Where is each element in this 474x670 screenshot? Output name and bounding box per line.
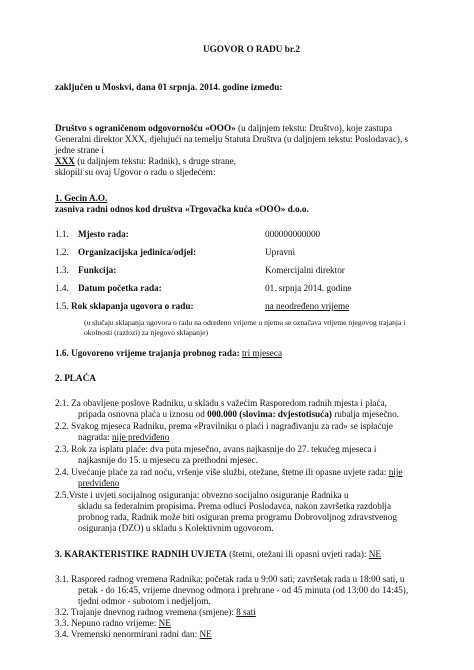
clause-2-3-line-1: 2.3. Rok za isplatu plaće: dva puta mjesečno, avans najkasnije do 27. tekućeg mjeseca i [55,444,377,454]
employer-name: Društvo s ograničenom odgovornošću «OOO» [55,123,236,133]
row-value: Upravni [265,247,296,257]
clause-2-2-text: nagrada: [78,432,112,442]
clause-2-5-line-3: probnog rada, Radnik može biti osiguran prema programu Dobrovoljnog zdravstvenog [78,512,397,522]
clause-3-4-value: NE [199,629,212,639]
row-num: 1.5. [55,301,69,311]
agreement-line: sklopili su ovaj Ugovor o radu o sljedećem: [55,167,216,177]
clause-2-4-text: 2.4. Uvećanje plaće za rad noću, vršenje više službi, otežane, štetne ili opasne uvjete rada: [55,467,389,477]
clause-3-1-line-1: 3.1. Raspored radnog vremena Radnika: početak rada u 9:00 sati; završetak rada u 18:00 sati, u [55,574,405,584]
employer-line-3: jedne strane i [55,145,104,155]
row-num: 1.4. [55,283,69,293]
clause-3-3-label: 3.3. Nepuno radno vrijeme: [55,618,159,628]
clause-3-1-line-2: petak - do 16:45, vrijeme dnevnog odmora i prehrane - od 45 minuta (od 13:00 do 14:45), [78,585,409,595]
row-num: 1.2. [55,247,69,257]
probation-value: tri mjeseca [241,348,283,358]
clause-2-3-line-2: najkasnije do 15. u mjesecu za prethodni mjesec. [78,455,258,465]
section-3-value: NE [368,549,381,559]
concluded-line: zaključen u Moskvi, dana 01 srpnja. 2014. godine između: [55,82,283,92]
probation-line [55,348,282,359]
clause-3-4 [55,629,212,640]
section-3-heading [55,549,381,560]
salary-amount: 000.000 (slovima: dvjestotisuća) [207,409,332,419]
row-value: 000000000000 [265,229,321,239]
section-2-heading: 2. PLAĆA [55,373,96,383]
row-label: Mjesto rada: [78,229,129,239]
section-1-subheading: zasniva radni odnos kod društva «Trgovačka kuća «OOO» d.o.o. [55,204,309,214]
row-value: Komercijalni direktor [265,265,345,275]
probation-label: 1.6. Ugovoreno vrijeme trajanja probnog rada: [55,348,240,358]
clause-2-1-text-end: rubalja mjesečno. [331,409,400,419]
employee-line-rest: (u daljnjem tekstu: Radnik), s druge strane, [74,156,236,166]
clause-3-4-label: 3.4. Vremenski nenormirani radni dan: [55,629,200,639]
clause-2-1-text: pripada osnovna plaća u iznosu od [78,409,208,419]
clause-3-2-label: 3.2. Trajanje dnevnog radnog vremena (smjene): [55,607,237,617]
clause-2-2-line-1: 2.2. Svakog mjeseca Radniku, prema «Pravilniku o plaći i nagrađivanju za rad» se isplaćuje [55,421,393,431]
section-3-title: 3. KARAKTERISTIKE RADNIH UVJETA [55,549,227,559]
clause-3-3 [55,618,171,629]
row-label: Rok sklapanja ugovora o radu: [71,301,194,311]
clause-2-4-value: nije [388,467,403,477]
clause-3-2-value: 8 sati [236,607,256,617]
clause-2-5-line-2: skladu sa federalnim propisima. Prema odluci Poslodavca, nakon završetka razdoblja [78,501,392,511]
document-title: UGOVOR O RADU br.2 [203,44,300,54]
row-label: Funkcija: [78,265,117,275]
row-label: Organizacijska jedinica/odjel: [78,247,197,257]
note-line-2: okolnosti (razlozi) za njegovo sklapanje) [84,328,208,337]
clause-2-5-line-1: 2.5.Vrste i uvjeti socijalnog osiguranja: obvezno socijalno osiguranje Radnika u [55,490,349,500]
bonus-value: nije predviđeno [111,432,170,442]
clause-2-2-line-2 [78,432,169,443]
clause-2-4-line-1 [55,467,402,478]
employee-name: XXX [55,156,75,166]
employee-line [55,156,236,167]
row-num: 1.3. [55,265,69,275]
section-3-subtitle: (štetni, otežani ili opasni uvjeti rada): [226,549,369,559]
employer-line-1 [55,123,392,134]
clause-2-1-line-1: 2.1. Za obavljene poslove Radniku, u skladu s važećim Rasporedom radnih mjesta i plaća, [55,398,387,408]
clause-2-1-line-2 [78,409,399,420]
row-value: 01. srpnja 2014. godine [265,283,352,293]
row-value: na neodređeno vrijeme [265,301,350,311]
clause-2-4-line-2: predviđeno [78,478,120,488]
note-line-1: (u slučaju sklapanja ugovora o radu na određeno vrijeme u njemu se označava vrijeme njegovog trajanja i [84,318,406,327]
clause-3-1-line-3: tjedni odmor - subotom i nedjeljom. [78,596,211,606]
section-1-heading: 1. Gecin A.O. [55,193,108,203]
clause-3-3-value: NE [158,618,171,628]
clause-2-5-line-4: osiguranja (DZO) u skladu s Kolektivnim ugovorom. [78,523,274,533]
row-label: Datum početka rada: [78,283,162,293]
employer-line-1-rest: (u daljnjem tekstu: Društvo), koje zastupa [235,123,393,133]
clause-3-2 [55,607,256,618]
employer-line-2: Generalni direktor XXX, djelujući na temelju Statuta Društva (u daljnjem tekstu: Poslodavac), s [55,134,409,144]
row-num: 1.1. [55,229,69,239]
